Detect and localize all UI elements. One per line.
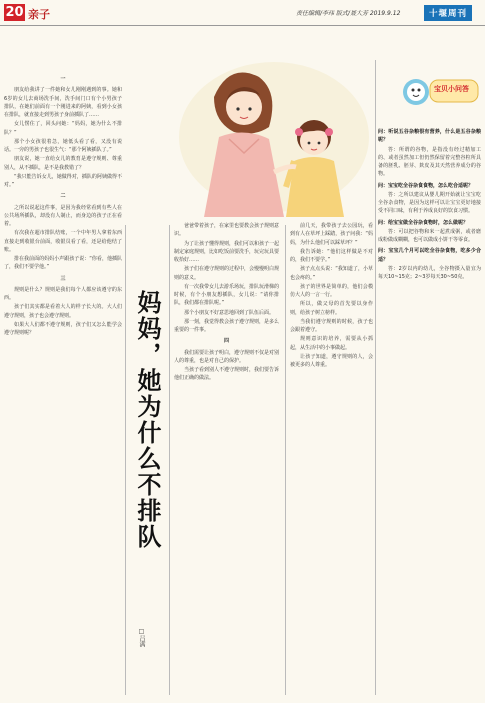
section-marker: 四 (223, 338, 229, 345)
qa-sidebar (378, 125, 481, 700)
section-name: 亲子 (28, 8, 50, 21)
section-marker: 三 (60, 275, 66, 282)
paragraph: 朋友给我讲了一件她和女儿刚刚遇到的事。她和6岁的女儿去商场洗手间，洗手间门口有个小男孩子排队，在她们前面有一个刚进来的阿姨，看到小女孩在排队，就直接走到男孩子身前插队了…… (4, 87, 122, 118)
editor-credits: 责任编辑/李玮 版式/聂大芳 2019.9.12 (296, 10, 401, 17)
paragraph: 让孩子知道，遵守规则的人，会被更多的人尊重。 (290, 353, 373, 368)
paragraph: “我只能告诉女儿，她做得对，插队的阿姨做得不对。” (4, 173, 122, 188)
paragraph: 朋友说，她一直给女儿的教育是遵守规则、尊重别人，从不插队，是不是我教错了？ (4, 156, 122, 171)
paragraph: 有次我在超市排队结账，一个中年男人拿着东西直接走到收银台前面，收银员看了看，还是给他结了账。 (4, 230, 122, 253)
qa-question: 问：给宝宝做全谷杂食物时，怎么做呢？ (378, 219, 469, 226)
article-column-4 (290, 222, 373, 697)
paragraph: 爸爸带着孩子，在家里也要教会孩子规则意识。 (174, 223, 279, 238)
paragraph: 所以，做父母的首先要以身作则，给孩子树立榜样。 (290, 301, 373, 316)
paragraph: 那个小朋友不好意思地回到了队伍后面。 (184, 309, 275, 316)
paragraph: 如果大人们都不遵守规则，孩子们又怎么能学会遵守规则呢？ (4, 321, 122, 336)
paragraph: 孩子们在遵守规则的过程中，会慢慢明白规则的意义。 (174, 266, 279, 281)
article-column-3 (174, 222, 279, 697)
article-author: □吕满 (138, 628, 145, 647)
paragraph: 那个小女孩很着急，她低头看了看，又没有说话。一旁的男孩子也很生气：“那个阿姨插队了。” (4, 138, 122, 153)
section-marker: 一 (60, 76, 66, 82)
section-marker: 二 (60, 193, 66, 200)
paragraph: 有一次我带女儿去游乐场玩，排队玩滑梯的时候，有个小朋友想插队，女儿说：“请你排队，我们都在排队呢。” (174, 283, 279, 307)
qa-stamp-text: 宝贝小问答 (434, 85, 469, 93)
qa-question: 问：宝宝吃全谷杂食食物，怎么吃合适呢？ (378, 182, 474, 189)
qa-answer: 答：所谓的谷物，是指没有经过精加工的、或者虽然加工但仍然保留着完整谷粒所具备的胚乳、胚芽、麸皮及其天然营养成分的谷物。 (378, 146, 481, 178)
page-header (0, 0, 485, 26)
paragraph: 孩子的世界是简单的，他们会模仿大人的一言一行。 (290, 283, 373, 298)
page-number: 20 (5, 5, 24, 20)
article-column-1 (4, 72, 122, 697)
qa-answer: 答：之所以建议从婴儿期开始就让宝宝吃全谷杂食物，是因为这样可以让宝宝更好地接受不同口味，有利于养成良好的饮食习惯。 (378, 191, 481, 215)
paragraph: 前几天，我带孩子去公园玩，看到有人在草坪上踩踏，孩子问我：“妈妈，为什么他们可以踩草坪？” (290, 223, 373, 246)
paragraph: 我告诉她：“他们这样做是不对的，我们不要学。” (290, 248, 373, 263)
column-divider (125, 225, 126, 695)
paragraph: 孩子们其实都是看着大人的样子长大的。大人们遵守规则，孩子也会遵守规则。 (4, 304, 122, 319)
article-title: 妈妈，她为什么不排队 (133, 290, 161, 550)
paragraph: 当孩子看到别人不遵守规则时，我们要告诉他们正确的做法。 (174, 367, 279, 382)
qa-answer: 答：2岁以内的幼儿，全谷物摄入量宜为每天10~15克；2~3岁每天30~50克。 (378, 265, 481, 280)
qa-question: 问：宝宝几个月可以吃全谷杂食物，吃多少合适？ (378, 248, 481, 263)
qa-question: 问：听说五谷杂粮很有营养，什么是五谷杂粮呢？ (378, 129, 481, 144)
newspaper-brand: 十堰周刊 (424, 5, 472, 21)
paragraph: 孩子点点头说：“我知道了，小草也会疼的。” (290, 266, 373, 281)
paragraph: 之所以说起这件事，是因为我经常看到有些人在公共场所插队，却没有人制止，而身边的孩子正在看着。 (4, 204, 122, 227)
column-divider (169, 225, 170, 695)
paragraph: 为了让孩子懂得规则，我们可以和孩子一起制定家庭规则，比如吃饭前要洗手，玩完玩具要收拾好…… (174, 240, 279, 263)
mother-daughter-illustration (174, 57, 374, 217)
qa-answer: 答：可以把谷物和米一起煮成粥，或者磨成粉做成糊糊，也可以做成小饼干等零食。 (378, 228, 481, 243)
paragraph: 那一刻，我觉得教会孩子遵守规则，是多么重要的一件事。 (174, 318, 279, 333)
paragraph: 女儿愣住了，回头问她：“妈妈，她为什么不排队？” (4, 121, 122, 136)
paragraph: 我们需要让孩子明白，遵守规则不仅是对别人的尊重，也是对自己的保护。 (174, 349, 279, 364)
paragraph: 规则意识的培养，需要从小抓起，从生活中的小事做起。 (290, 336, 373, 351)
column-divider (375, 60, 376, 695)
paragraph: 当我们遵守规则的时候，孩子也会跟着遵守。 (290, 318, 373, 333)
column-divider (285, 225, 286, 695)
qa-header-graphic (400, 70, 480, 120)
paragraph: 排在我前面的妈妈小声跟孩子说：“你看，他插队了，我们不要学他。” (4, 256, 122, 271)
paragraph: 规则是什么？规则是我们每个人都应该遵守的东西。 (4, 286, 122, 301)
